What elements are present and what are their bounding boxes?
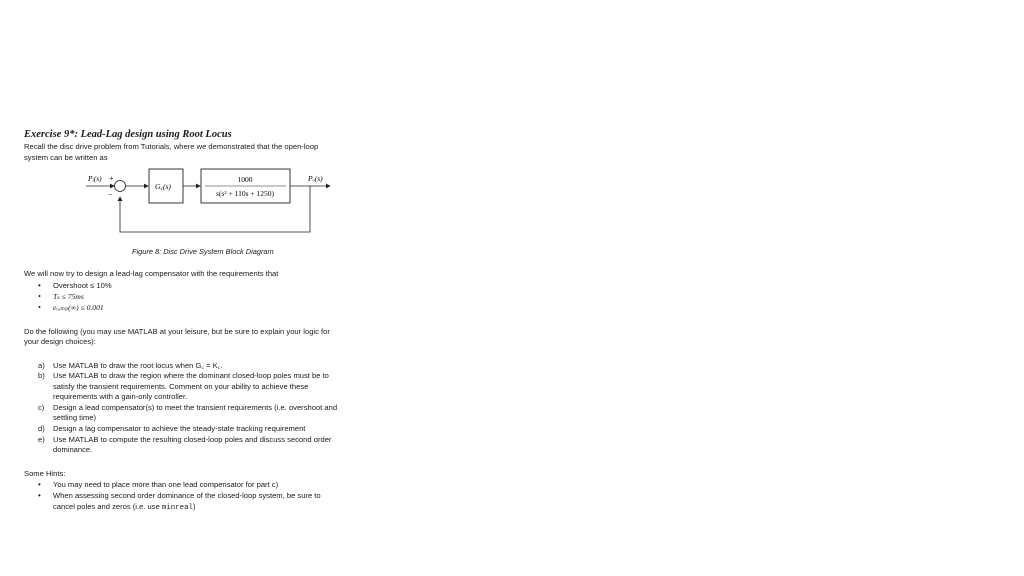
hints-heading: Some Hints: bbox=[24, 468, 66, 478]
task-d bbox=[24, 424, 404, 435]
plant-numerator: 1000 bbox=[237, 175, 253, 184]
task-text: dominance. bbox=[53, 445, 93, 455]
exercise-document bbox=[24, 128, 404, 514]
intro-line-1: Recall the disc drive problem from Tutorials, where we demonstrated that the open-loop bbox=[24, 142, 319, 151]
requirement-ramp-error: • eᵣₐₘₚ(∞) ≤ 0.001 bbox=[53, 302, 404, 313]
plus-sign: + bbox=[109, 174, 114, 183]
task-label: d) bbox=[38, 424, 45, 434]
tasks-intro-line-2: your design choices): bbox=[24, 337, 96, 346]
requirement-settling-time: • Tₛ ≤ 75ms bbox=[53, 291, 404, 302]
requirements-list bbox=[24, 280, 404, 313]
exercise-title: Exercise 9*: Lead-Lag design using Root Locus bbox=[24, 129, 232, 140]
task-e bbox=[24, 435, 404, 456]
figure-caption: Figure 8: Disc Drive System Block Diagram bbox=[132, 247, 274, 256]
task-text: Use MATLAB to draw the root locus when G꜀ = K꜀. bbox=[53, 360, 223, 370]
hint-2-line-2: cancel poles and zeros (i.e. use bbox=[53, 502, 162, 512]
task-text: requirements with a gain-only controller. bbox=[53, 392, 188, 402]
tasks-list bbox=[24, 361, 404, 456]
controller-label: G꜀(s) bbox=[155, 182, 171, 191]
hint-2-suffix: ) bbox=[192, 502, 196, 512]
hint-2-code: minreal bbox=[161, 504, 193, 513]
task-label: e) bbox=[38, 434, 45, 444]
task-text: Use MATLAB to draw the region where the dominant closed-loop poles must be to bbox=[53, 371, 329, 381]
minus-sign: − bbox=[108, 190, 113, 199]
task-label: b) bbox=[38, 371, 45, 381]
requirement-overshoot: • Overshoot ≤ 10% bbox=[53, 280, 404, 291]
task-text: satisfy the transient requirements. Comment on your ability to achieve these bbox=[53, 381, 309, 391]
plant-denominator: s(s² + 110s + 1250) bbox=[216, 189, 274, 198]
hint-1: • You may need to place more than one lead compensator for part c) bbox=[53, 479, 404, 490]
input-label: Pᵢ(s) bbox=[88, 174, 102, 183]
block-diagram bbox=[24, 167, 404, 247]
hints-list bbox=[24, 479, 404, 514]
requirements-intro: We will now try to design a lead-lag compensator with the requirements that bbox=[24, 269, 279, 278]
output-label: Pₒ(s) bbox=[308, 174, 323, 183]
summing-junction bbox=[115, 181, 126, 192]
task-text: settling time) bbox=[53, 413, 97, 423]
hint-2 bbox=[53, 490, 404, 514]
task-a bbox=[24, 361, 404, 372]
task-text: Design a lag compensator to achieve the steady-state tracking requirement bbox=[53, 424, 306, 434]
task-text: Design a lead compensator(s) to meet the transient requirements (i.e. overshoot and bbox=[53, 402, 338, 412]
tasks-intro-line-1: Do the following (you may use MATLAB at your leisure, but be sure to explain your logic for bbox=[24, 326, 330, 336]
task-c bbox=[24, 403, 404, 424]
intro-line-2: system can be written as bbox=[24, 152, 108, 162]
hint-2-line-1: When assessing second order dominance of the closed-loop system, be sure to bbox=[53, 491, 321, 501]
block-diagram-svg bbox=[24, 167, 404, 247]
task-label: c) bbox=[38, 402, 45, 412]
task-text: Use MATLAB to compute the resulting closed-loop poles and discuss second order bbox=[53, 434, 332, 444]
task-b bbox=[24, 371, 404, 403]
task-label: a) bbox=[38, 360, 45, 370]
